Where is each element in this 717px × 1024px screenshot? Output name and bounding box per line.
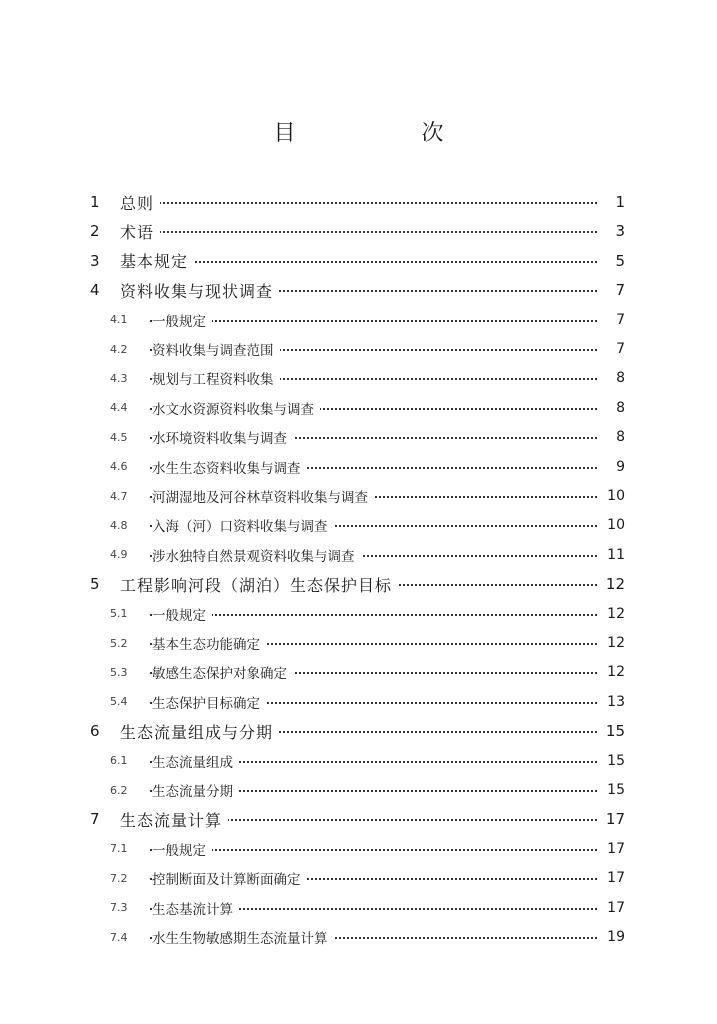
toc-entry-page: 12 bbox=[597, 664, 625, 680]
toc-entry-title: 生态保护目标确定 bbox=[152, 692, 266, 712]
toc-entry-number: 7.1 bbox=[110, 842, 128, 856]
toc-entry bbox=[0, 805, 717, 833]
toc-entry bbox=[0, 276, 717, 304]
toc-entry bbox=[0, 247, 717, 275]
toc-entry-title: 基本规定 bbox=[120, 249, 194, 272]
dot-leader bbox=[150, 614, 621, 616]
toc-entry-page: 17 bbox=[597, 810, 625, 828]
toc-entry-number: 7.2 bbox=[110, 871, 128, 885]
toc-entry bbox=[0, 864, 717, 892]
toc-entry bbox=[0, 335, 717, 363]
toc-entry-number: 4.1 bbox=[110, 313, 128, 327]
toc-entry-page: 10 bbox=[597, 488, 625, 504]
toc-entry-page: 3 bbox=[597, 222, 625, 240]
toc-entry-title: 生态流量分期 bbox=[152, 780, 239, 800]
toc-entry-number: 1 bbox=[90, 193, 100, 211]
toc-entry bbox=[0, 541, 717, 569]
toc-entry-number: 4 bbox=[90, 281, 100, 300]
toc-entry-title: 术语 bbox=[120, 220, 160, 243]
dot-leader bbox=[150, 261, 621, 263]
toc-entry-page: 8 bbox=[597, 400, 625, 416]
toc-entry-number: 4.7 bbox=[110, 489, 128, 503]
toc-entry-page: 7 bbox=[597, 341, 625, 357]
toc-entry-number: 4.5 bbox=[110, 430, 128, 444]
toc-entry-page: 8 bbox=[597, 429, 625, 445]
dot-leader bbox=[150, 231, 621, 233]
dot-leader bbox=[150, 849, 621, 851]
toc-entry-number: 7 bbox=[90, 810, 100, 829]
toc-entry bbox=[0, 364, 717, 392]
toc-entry-title: 资料收集与现状调查 bbox=[120, 279, 279, 302]
toc-entry-number: 6.2 bbox=[110, 783, 128, 797]
toc-entry-number: 2 bbox=[90, 222, 100, 241]
toc-entry-page: 7 bbox=[597, 312, 625, 328]
toc-entry-title: 基本生态功能确定 bbox=[152, 633, 266, 653]
toc-entry bbox=[0, 835, 717, 863]
toc-entry bbox=[0, 453, 717, 481]
toc-entry-number: 5.3 bbox=[110, 665, 128, 679]
page-title: 目 次 bbox=[273, 121, 496, 146]
toc-entry bbox=[0, 217, 717, 245]
toc-entry-title: 控制断面及计算断面确定 bbox=[152, 868, 307, 888]
toc-entry-page: 7 bbox=[597, 281, 625, 299]
toc-entry-page: 12 bbox=[597, 635, 625, 651]
toc-entry-number: 7.4 bbox=[110, 930, 128, 944]
toc-entry-page: 15 bbox=[597, 753, 625, 769]
toc-entry-title: 一般规定 bbox=[152, 310, 212, 330]
toc-entry-number: 6.1 bbox=[110, 754, 128, 768]
toc-entry bbox=[0, 188, 717, 216]
toc-entry bbox=[0, 658, 717, 686]
toc-entry-title: 入海（河）口资料收集与调查 bbox=[152, 515, 334, 535]
toc-entry bbox=[0, 423, 717, 451]
toc-entry-page: 17 bbox=[597, 870, 625, 886]
toc-entry-number: 4.2 bbox=[110, 342, 128, 356]
toc-entry-page: 10 bbox=[597, 517, 625, 533]
dot-leader bbox=[150, 320, 621, 322]
toc-entry-title: 生态流量组成 bbox=[152, 751, 239, 771]
toc-entry-title: 资料收集与调查范围 bbox=[152, 339, 280, 359]
toc-entry bbox=[0, 629, 717, 657]
toc-entry bbox=[0, 482, 717, 510]
toc-entry-page: 12 bbox=[597, 606, 625, 622]
toc-entry bbox=[0, 306, 717, 334]
toc-entry bbox=[0, 923, 717, 951]
toc-entry-number: 3 bbox=[90, 251, 100, 270]
dot-leader bbox=[150, 202, 621, 204]
toc-entry bbox=[0, 511, 717, 539]
toc-entry bbox=[0, 570, 717, 598]
toc-entry-number: 5.4 bbox=[110, 695, 128, 709]
toc-entry-title: 水环境资料收集与调查 bbox=[152, 427, 293, 447]
toc-entry-title: 涉水独特自然景观资料收集与调查 bbox=[152, 545, 361, 565]
toc-entry-title: 水生生物敏感期生态流量计算 bbox=[152, 927, 334, 947]
toc-entry-page: 8 bbox=[597, 370, 625, 386]
toc-entry-title: 工程影响河段（湖泊）生态保护目标 bbox=[120, 573, 398, 596]
toc-entry-number: 5.2 bbox=[110, 636, 128, 650]
toc-entry-page: 13 bbox=[597, 694, 625, 710]
toc-entry-page: 5 bbox=[597, 252, 625, 270]
toc-entry-page: 1 bbox=[597, 193, 625, 211]
toc-entry bbox=[0, 688, 717, 716]
toc-entry-number: 5 bbox=[90, 575, 100, 594]
toc-entry-page: 12 bbox=[597, 575, 625, 593]
toc-entry-title: 一般规定 bbox=[152, 839, 212, 859]
toc-entry-title: 规划与工程资料收集 bbox=[152, 368, 280, 388]
toc-entry bbox=[0, 717, 717, 745]
toc-entry-title: 总则 bbox=[120, 191, 160, 214]
toc-entry-page: 15 bbox=[597, 782, 625, 798]
toc-entry bbox=[0, 776, 717, 804]
toc-entry-page: 11 bbox=[597, 547, 625, 563]
toc-entry-number: 7.3 bbox=[110, 901, 128, 915]
toc-entry-title: 生态流量计算 bbox=[120, 808, 228, 831]
toc-entry-number: 4.9 bbox=[110, 548, 128, 562]
toc-entry bbox=[0, 747, 717, 775]
toc-entry-page: 9 bbox=[597, 459, 625, 475]
toc-entry-number: 4.3 bbox=[110, 371, 128, 385]
toc-entry-page: 15 bbox=[597, 722, 625, 740]
toc-entry-number: 5.1 bbox=[110, 607, 128, 621]
toc-entry-title: 水生生态资料收集与调查 bbox=[152, 457, 307, 477]
toc-entry-title: 生态基流计算 bbox=[152, 898, 239, 918]
toc-entry-number: 4.8 bbox=[110, 518, 128, 532]
toc-entry-title: 生态流量组成与分期 bbox=[120, 720, 279, 743]
toc-entry bbox=[0, 394, 717, 422]
toc-entry-number: 6 bbox=[90, 722, 100, 741]
toc-entry-title: 敏感生态保护对象确定 bbox=[152, 662, 293, 682]
toc-entry-title: 水文水资源资料收集与调查 bbox=[152, 398, 320, 418]
toc-entry-page: 19 bbox=[597, 929, 625, 945]
toc-entry bbox=[0, 894, 717, 922]
toc-entry-number: 4.4 bbox=[110, 401, 128, 415]
toc-entry-page: 17 bbox=[597, 841, 625, 857]
toc-entry-page: 17 bbox=[597, 900, 625, 916]
toc-entry bbox=[0, 600, 717, 628]
toc-entry-title: 一般规定 bbox=[152, 604, 212, 624]
toc-entry-number: 4.6 bbox=[110, 460, 128, 474]
toc-entry-title: 河湖湿地及河谷林草资料收集与调查 bbox=[152, 486, 374, 506]
